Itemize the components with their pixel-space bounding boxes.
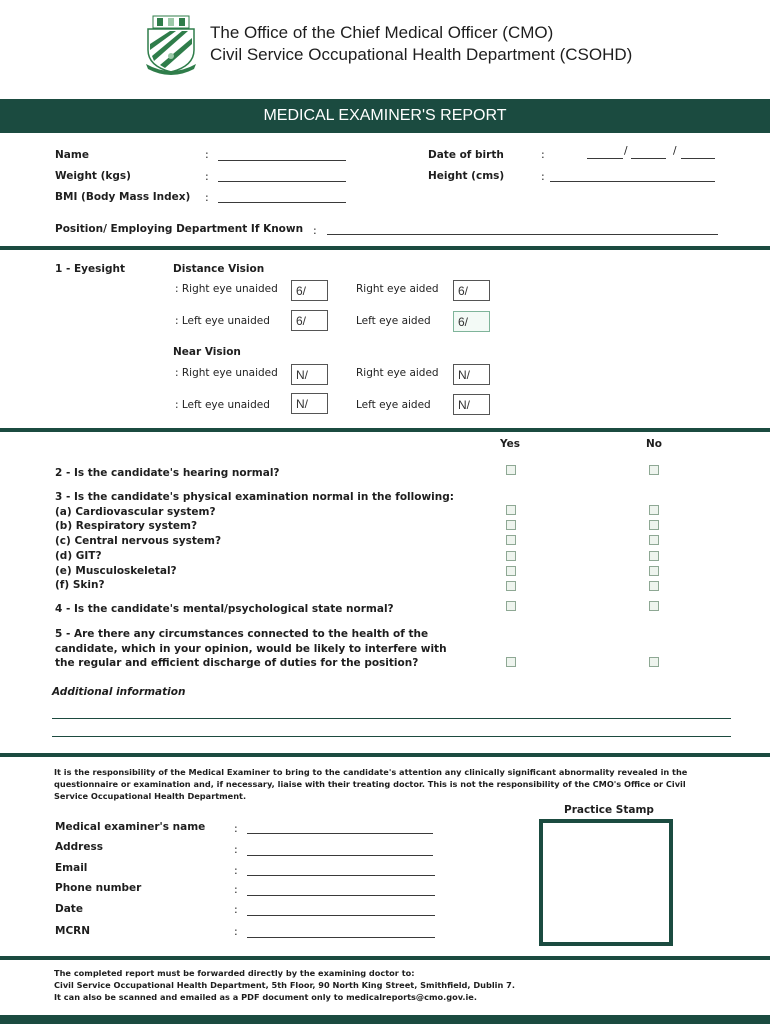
responsibility-note: It is the responsibility of the Medical Examiner to bring to the candidate's attention any clinically significant abnormality revealed in the questionnaire or examination and, if necessary, liaise with their treating doctor. This is not the responsibility of the CMO's Office or Civil Service Occupational Health Department. <box>54 767 688 801</box>
crest-logo <box>140 14 202 76</box>
question-3e: (e) Musculoskeletal? <box>55 565 177 577</box>
question-3: 3 - Is the candidate's physical examination normal in the following: <box>55 491 454 503</box>
no-column-header: No <box>646 438 663 450</box>
question-5-line-1: 5 - Are there any circumstances connected to the health of the <box>55 628 429 640</box>
q3e-yes-checkbox[interactable] <box>506 566 516 576</box>
q3b-yes-checkbox[interactable] <box>506 520 516 530</box>
height-label: Height (cms) <box>428 170 505 182</box>
distance-left-unaided-input[interactable]: 6/ <box>291 310 328 331</box>
address-field[interactable] <box>247 855 433 856</box>
q3c-yes-checkbox[interactable] <box>506 535 516 545</box>
q4-no-checkbox[interactable] <box>649 601 659 611</box>
distance-left-aided-input[interactable]: 6/ <box>453 311 490 332</box>
mcrn-field[interactable] <box>247 937 435 938</box>
examiner-name-label: Medical examiner's name <box>55 821 206 833</box>
question-3a: (a) Cardiovascular system? <box>55 506 216 518</box>
separator <box>0 246 770 250</box>
eyesight-heading: 1 - Eyesight <box>55 263 125 275</box>
distance-vision-heading: Distance Vision <box>173 263 265 275</box>
dob-day-field[interactable] <box>587 158 623 159</box>
q3b-no-checkbox[interactable] <box>649 520 659 530</box>
near-left-aided-label: Left eye aided <box>356 399 431 411</box>
near-left-aided-input[interactable]: N/ <box>453 394 490 415</box>
practice-stamp-box[interactable] <box>539 819 673 946</box>
distance-right-unaided-input[interactable]: 6/ <box>291 280 328 301</box>
position-field[interactable] <box>327 234 718 235</box>
question-5-line-2: candidate, which in your opinion, would be likely to interfere with <box>55 643 447 655</box>
q3e-no-checkbox[interactable] <box>649 566 659 576</box>
q3f-yes-checkbox[interactable] <box>506 581 516 591</box>
q3f-no-checkbox[interactable] <box>649 581 659 591</box>
email-label: Email <box>55 862 88 874</box>
q3a-no-checkbox[interactable] <box>649 505 659 515</box>
examiner-name-field[interactable] <box>247 833 433 834</box>
near-right-unaided-input[interactable]: N/ <box>291 364 328 385</box>
question-3c: (c) Central nervous system? <box>55 535 222 547</box>
distance-right-aided-input[interactable]: 6/ <box>453 280 490 301</box>
name-label: Name <box>55 149 89 161</box>
near-right-aided-input[interactable]: N/ <box>453 364 490 385</box>
additional-info-line-2[interactable] <box>52 736 731 737</box>
dob-label: Date of birth <box>428 149 504 161</box>
report-title-band <box>0 99 770 133</box>
header-line-1: The Office of the Chief Medical Officer (CMO) <box>210 23 554 42</box>
separator <box>0 956 770 960</box>
near-right-unaided-label: : Right eye unaided <box>175 367 278 379</box>
date-field[interactable] <box>247 915 435 916</box>
address-label: Address <box>55 841 103 853</box>
footer-note: The completed report must be forwarded directly by the examining doctor to: Civil Service Occupational Health Department, 5th Floor, 90 North King Street, Smithfield, Dublin 7. It can also be scanned and emailed as a PDF document only to medicalreports@cmo.gov.ie. <box>54 968 515 1002</box>
q5-no-checkbox[interactable] <box>649 657 659 667</box>
near-left-unaided-label: : Left eye unaided <box>175 399 270 411</box>
phone-field[interactable] <box>247 895 435 896</box>
mcrn-label: MCRN <box>55 925 91 937</box>
phone-label: Phone number <box>55 882 142 894</box>
header-line-2: Civil Service Occupational Health Department (CSOHD) <box>210 45 633 64</box>
question-4: 4 - Is the candidate's mental/psychological state normal? <box>55 603 394 615</box>
question-3f: (f) Skin? <box>55 579 105 591</box>
height-field[interactable] <box>550 181 715 182</box>
report-title: MEDICAL EXAMINER'S REPORT <box>263 107 507 124</box>
dob-month-field[interactable] <box>631 158 666 159</box>
q3c-no-checkbox[interactable] <box>649 535 659 545</box>
distance-left-aided-label: Left eye aided <box>356 315 431 327</box>
near-right-aided-label: Right eye aided <box>356 367 439 379</box>
distance-right-aided-label: Right eye aided <box>356 283 439 295</box>
additional-info-label: Additional information <box>52 686 186 698</box>
email-field[interactable] <box>247 875 435 876</box>
question-3b: (b) Respiratory system? <box>55 520 198 532</box>
q3d-yes-checkbox[interactable] <box>506 551 516 561</box>
footer-band <box>0 1015 770 1024</box>
q4-yes-checkbox[interactable] <box>506 601 516 611</box>
practice-stamp-label: Practice Stamp <box>564 804 654 816</box>
separator <box>0 428 770 432</box>
additional-info-line-1[interactable] <box>52 718 731 719</box>
q3d-no-checkbox[interactable] <box>649 551 659 561</box>
yes-column-header: Yes <box>500 438 521 450</box>
q2-no-checkbox[interactable] <box>649 465 659 475</box>
weight-field[interactable] <box>218 181 346 182</box>
q2-yes-checkbox[interactable] <box>506 465 516 475</box>
question-5-line-3: the regular and efficient discharge of duties for the position? <box>55 657 419 669</box>
date-label: Date <box>55 903 83 915</box>
separator <box>0 753 770 757</box>
distance-right-unaided-label: : Right eye unaided <box>175 283 278 295</box>
bmi-label: BMI (Body Mass Index) <box>55 191 191 203</box>
near-left-unaided-input[interactable]: N/ <box>291 393 328 414</box>
bmi-field[interactable] <box>218 202 346 203</box>
q5-yes-checkbox[interactable] <box>506 657 516 667</box>
question-3d: (d) GIT? <box>55 550 102 562</box>
distance-left-unaided-label: : Left eye unaided <box>175 315 270 327</box>
position-label: Position/ Employing Department If Known <box>55 223 304 235</box>
name-field[interactable] <box>218 160 346 161</box>
weight-label: Weight (kgs) <box>55 170 131 182</box>
q3a-yes-checkbox[interactable] <box>506 505 516 515</box>
question-2: 2 - Is the candidate's hearing normal? <box>55 467 280 479</box>
near-vision-heading: Near Vision <box>173 346 241 358</box>
dob-year-field[interactable] <box>681 158 715 159</box>
